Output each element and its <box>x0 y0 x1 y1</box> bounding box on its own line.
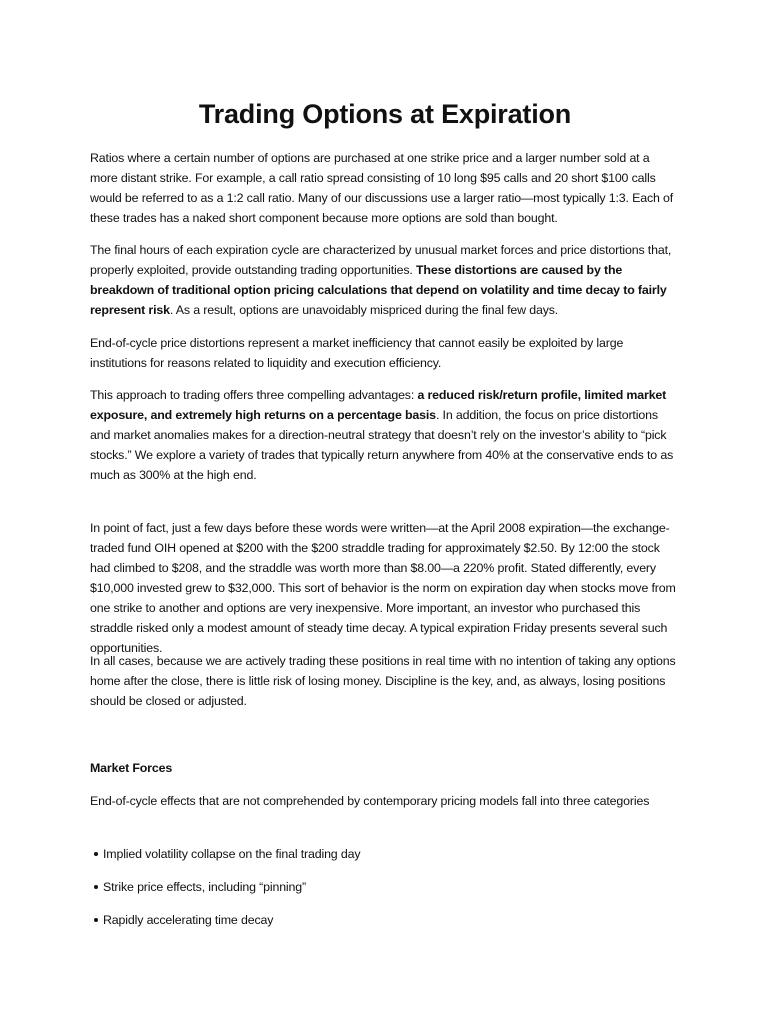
paragraph-final-hours <box>90 240 680 320</box>
document-title: Trading Options at Expiration <box>198 99 572 129</box>
paragraph-final-hours-bold: These distortions are caused by the breakdown of traditional option pricing calculations that depend on volatility and time decay to fairly represent risk <box>90 263 667 317</box>
list-item <box>90 877 680 897</box>
paragraph-final-hours-text-c: . As a result, options are unavoidably mispriced during the final few days. <box>169 303 559 317</box>
document-page <box>90 0 680 927</box>
list-item <box>90 844 680 864</box>
bullet-icon <box>94 852 98 856</box>
paragraph-all-cases: In all cases, because we are actively trading these positions in real time with no intention of taking any options home after the close, there is little risk of losing money. Discipline is the key, and, as always, losing positions should be closed or adjusted. <box>90 654 676 708</box>
paragraph-ratios: Ratios where a certain number of options are purchased at one strike price and a larger number sold at a more distant strike. For example, a call ratio spread consisting of 10 long $95 calls and 20 short $100 calls would be referred to as a 1:2 call ratio. Many of our discussions use a larger ratio—most typically 1:3. Each of these trades has a naked short component because more options are sold than bought. <box>90 151 674 225</box>
paragraph-advantages-text-c: . In addition, the focus on price distortions and market anomalies makes for a direction-neutral strategy that doesn’t rely on the investor’s ability to “pick stocks.” We explore a variety of trades that typically return anywhere from 40% at the conservative ends to as much as 300% at the high end. <box>90 408 674 482</box>
list-item <box>90 910 680 930</box>
list-item-text: Implied volatility collapse on the final trading day <box>103 847 361 861</box>
paragraph-final-hours-text-a: The final hours of each expiration cycle are characterized by unusual market forces and price distortions that, properly exploited, provide outstanding trading opportunities. <box>90 243 672 277</box>
list-item-text: Strike price effects, including “pinning” <box>103 880 306 894</box>
paragraph-advantages <box>90 385 680 485</box>
paragraph-end-of-cycle: End-of-cycle price distortions represent a market inefficiency that cannot easily be exploited by large institutions for reasons related to liquidity and execution efficiency. <box>90 336 624 370</box>
list-item-text: Rapidly accelerating time decay <box>103 913 274 927</box>
bullet-icon <box>94 885 98 889</box>
bullet-icon <box>94 918 98 922</box>
paragraph-advantages-text-a: This approach to trading offers three compelling advantages: <box>90 388 418 402</box>
paragraph-categories: End-of-cycle effects that are not comprehended by contemporary pricing models fall into three categories <box>90 794 650 808</box>
paragraph-point-of-fact: In point of fact, just a few days before these words were written—at the April 2008 expiration—the exchange-traded fund OIH opened at $200 with the $200 straddle trading for approximately $2.50. By 12:00 the stock had climbed to $208, and the straddle was worth more than $8.00—a 220% profit. Stated differently, every $10,000 invested grew to $32,000. This sort of behavior is the norm on expiration day when stocks move from one strike to another and options are very inexpensive. More important, an investor who purchased this straddle risked only a modest amount of steady time decay. A typical expiration Friday presents several such opportunities. <box>90 521 676 655</box>
paragraph-advantages-bold: a reduced risk/return profile, limited market exposure, and extremely high returns on a percentage basis <box>90 388 667 422</box>
section-heading-market-forces: Market Forces <box>90 761 173 775</box>
